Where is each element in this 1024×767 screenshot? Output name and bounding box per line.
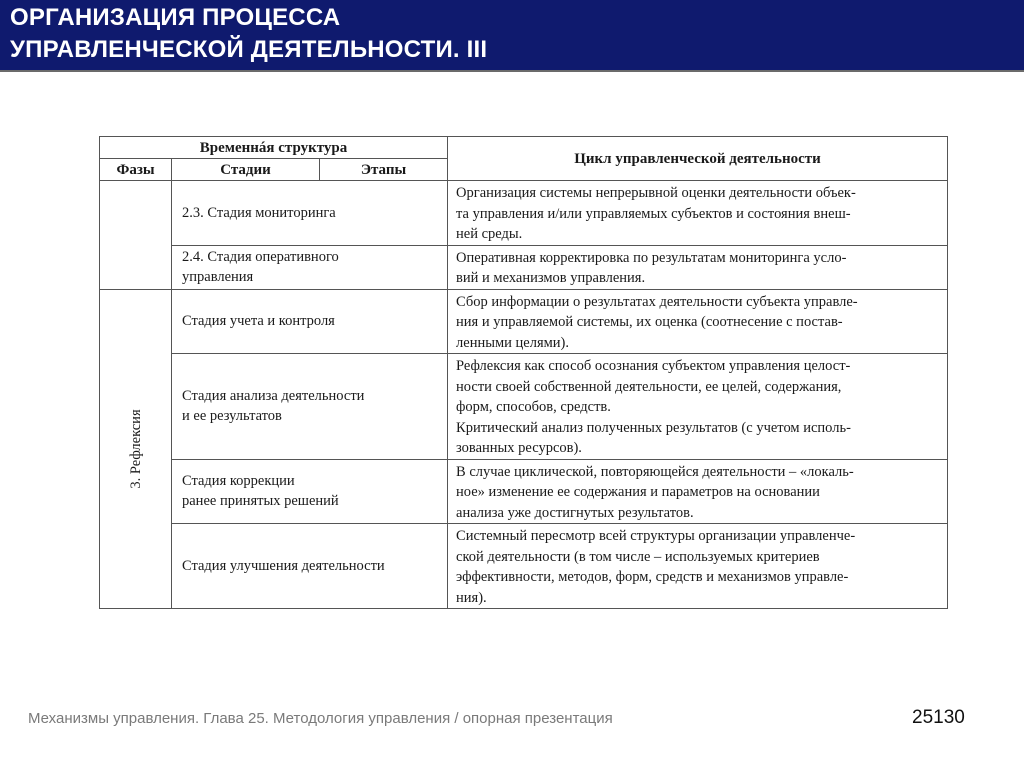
stage-cell [172, 289, 448, 354]
description-line: ской деятельности (в том числе – используемых критериев [456, 548, 820, 565]
description-cell [448, 354, 948, 460]
description-line: та управления и/или управляемых субъектов и состояния внеш- [456, 205, 851, 222]
slide-title-line-1: ОРГАНИЗАЦИЯ ПРОЦЕССА [10, 4, 341, 31]
description-line: ния и управляемой системы, их оценка (соотнесение с постав- [456, 314, 843, 330]
phase-cell-empty [100, 181, 172, 290]
header-time-structure: Временнáя структура [100, 137, 448, 159]
stage-label: 2.3. Стадия мониторинга [182, 204, 336, 221]
description-line: Системный пересмотр всей структуры организации управленче- [456, 528, 856, 544]
title-divider [0, 70, 1024, 72]
description-line: Организация системы непрерывной оценки деятельности объек- [456, 185, 856, 201]
stage-cell [172, 354, 448, 460]
stage-label: управления [182, 269, 254, 285]
description-line: ленными целями). [456, 334, 570, 351]
description-line: Критический анализ полученных результатов (с учетом исполь- [456, 419, 851, 436]
description-line: форм, способов, средств. [456, 399, 611, 415]
stage-label: 2.4. Стадия оперативного [182, 248, 339, 265]
description-cell [448, 459, 948, 524]
table-row [100, 245, 948, 289]
stage-label: и ее результатов [182, 408, 282, 425]
header-phases: Фазы [100, 159, 172, 181]
table-row [100, 354, 948, 460]
description-line: Оперативная корректировка по результатам мониторинга усло- [456, 249, 847, 266]
header-steps: Этапы [320, 159, 448, 181]
table-row [100, 524, 948, 609]
header-cycle: Цикл управленческой деятельности [448, 137, 948, 181]
stage-label: Стадия улучшения деятельности [182, 557, 385, 574]
phase-cell-reflection [100, 289, 172, 609]
scanned-table-image [99, 136, 948, 606]
stage-cell [172, 524, 448, 609]
stage-cell [172, 459, 448, 524]
table-row [100, 289, 948, 354]
description-line: эффективности, методов, форм, средств и механизмов управле- [456, 569, 849, 585]
description-line: ния). [456, 589, 487, 606]
stage-label: Стадия коррекции [182, 472, 295, 489]
description-cell [448, 245, 948, 289]
phase-label: 3. Рефлексия [127, 409, 144, 489]
description-line: анализа уже достигнутых результатов. [456, 504, 694, 521]
description-line: ное» изменение ее содержания и параметров на основании [456, 484, 820, 500]
description-line: вий и механизмов управления. [456, 270, 646, 286]
description-line: В случае циклической, повторяющейся деятельности – «локаль- [456, 463, 854, 480]
stage-label: Стадия учета и контроля [182, 313, 335, 329]
footer-caption: Механизмы управления. Глава 25. Методология управления / опорная презентация [28, 710, 613, 727]
page-number: 25130 [912, 707, 965, 728]
stage-cell [172, 245, 448, 289]
description-line: Рефлексия как способ осознания субъектом управления целост- [456, 358, 851, 374]
description-cell [448, 289, 948, 354]
description-cell [448, 181, 948, 246]
description-line: зованных ресурсов). [456, 440, 582, 456]
description-line: ности своей собственной деятельности, ее целей, содержания, [456, 378, 842, 395]
table-row [100, 181, 948, 246]
stage-label: ранее принятых решений [182, 493, 339, 510]
stage-cell [172, 181, 448, 246]
title-bar [0, 0, 1024, 70]
description-line: Сбор информации о результатах деятельности субъекта управле- [456, 293, 858, 310]
description-cell [448, 524, 948, 609]
header-stages: Стадии [172, 159, 320, 181]
description-line: ней среды. [456, 226, 523, 242]
slide-title-line-2: УПРАВЛЕНЧЕСКОЙ ДЕЯТЕЛЬНОСТИ. III [10, 36, 488, 63]
stage-label: Стадия анализа деятельности [182, 387, 365, 404]
table-row [100, 459, 948, 524]
time-structure-table [99, 136, 948, 609]
